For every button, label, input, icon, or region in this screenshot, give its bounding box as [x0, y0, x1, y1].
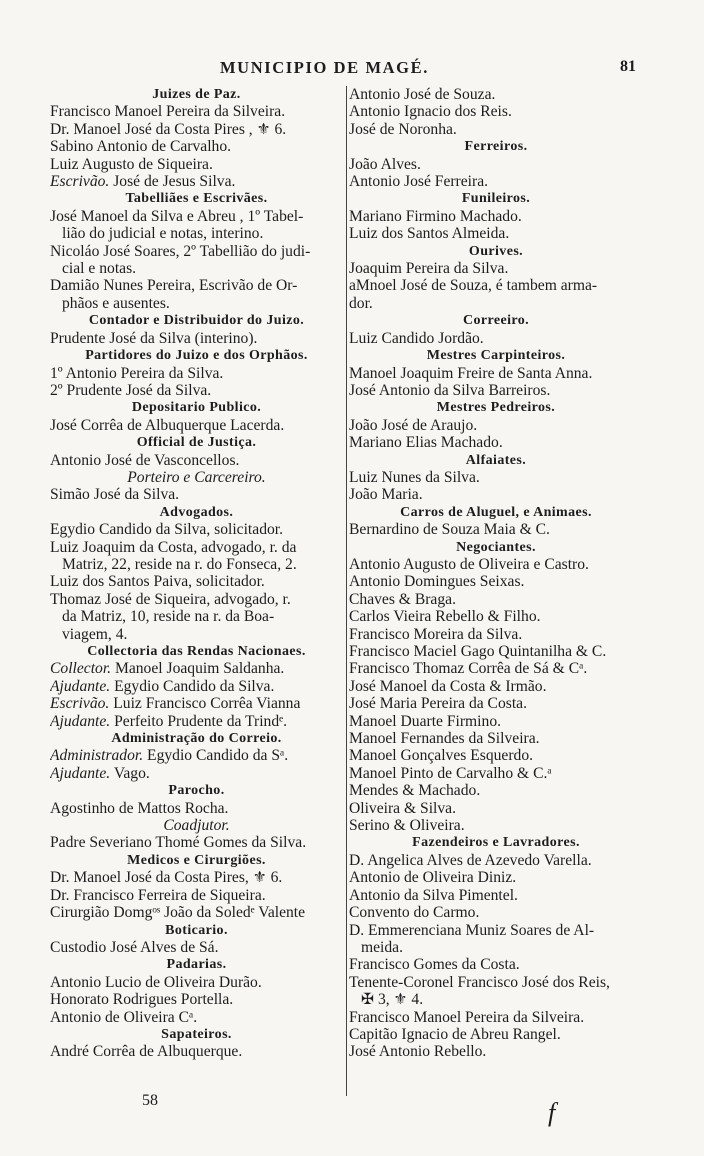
directory-entry: Mendes & Machado. — [349, 782, 481, 800]
section-heading: Ourives. — [468, 243, 524, 259]
section-heading: Carros de Aluguel, e Animaes. — [400, 504, 592, 520]
role-entry — [50, 678, 343, 695]
role-holder: Luiz Francisco Corrêa Vianna — [109, 695, 301, 713]
entry-continuation: Matriz, 22, reside na r. do Fonseca, 2. — [62, 555, 297, 573]
directory-entry: Agostinho de Mattos Rocha. — [50, 799, 229, 817]
directory-entry: João Alves. — [349, 155, 421, 173]
directory-entry: José Antonio Rebello. — [349, 1043, 487, 1061]
directory-entry: Egydio Candido da Silva, solicitador. — [50, 521, 284, 539]
directory-entry: Luiz Nunes da Silva. — [349, 468, 480, 486]
directory-entry: Oliveira & Silva. — [349, 799, 456, 817]
signature-mark: f — [548, 1098, 556, 1127]
directory-entry: Dr. Manoel José da Costa Pires, ⚜ 6. — [50, 869, 283, 887]
directory-entry: 2º Prudente José da Silva. — [50, 381, 212, 399]
section-heading: Collectoria das Rendas Nacionaes. — [87, 644, 306, 659]
role-entry — [50, 695, 343, 712]
section-heading: Padarias. — [166, 957, 227, 973]
directory-entry: Luiz dos Santos Paiva, solicitador. — [50, 573, 265, 591]
section-heading: Parocho. — [168, 783, 225, 799]
section-heading: Ferreiros. — [464, 139, 528, 155]
directory-entry: Antonio José Ferreira. — [349, 173, 489, 191]
directory-entry: Nicoláo José Soares, 2º Tabellião do judi- — [50, 242, 311, 260]
directory-entry: José Corrêa de Albuquerque Lacerda. — [50, 416, 285, 434]
role-holder: Egydio Candido da Silva. — [110, 677, 275, 695]
section-heading: Advogados. — [159, 504, 234, 520]
directory-entry: Francisco Gomes da Costa. — [349, 956, 520, 974]
role-holder: Manoel Joaquim Saldanha. — [111, 660, 285, 678]
directory-entry: Antonio de Oliveira Cᵃ. — [50, 1008, 198, 1026]
directory-entry: Cirurgião Domgᵒˢ João da Soledᵉ Valente — [50, 904, 306, 922]
directory-entry: Mariano Firmino Machado. — [349, 207, 522, 225]
directory-entry: Antonio da Silva Pimentel. — [349, 886, 518, 904]
directory-entry: Honorato Rodrigues Portella. — [50, 991, 234, 1009]
directory-entry: Carlos Vieira Rebello & Filho. — [349, 608, 541, 626]
directory-entry: Prudente José da Silva (interino). — [50, 329, 258, 347]
section-subheading: Coadjutor. — [163, 817, 230, 835]
role-holder: José de Jesus Silva. — [109, 173, 236, 191]
directory-entry: Thomaz José de Siqueira, advogado, r. — [50, 590, 291, 608]
section-heading: Boticario. — [165, 922, 228, 938]
directory-entry: D. Angelica Alves de Azevedo Varella. — [349, 851, 592, 869]
entry-continuation: lião do judicial e notas, interino. — [62, 225, 264, 243]
directory-entry: Luiz Candido Jordão. — [349, 329, 484, 347]
directory-entry: Joaquim Pereira da Silva. — [349, 260, 509, 278]
directory-entry: Francisco Thomaz Corrêa de Sá & Cᵃ. — [349, 660, 588, 678]
directory-entry: Francisco Moreira da Silva. — [349, 625, 523, 643]
page-number-bottom: 58 — [142, 1092, 158, 1109]
directory-entry: 1º Antonio Pereira da Silva. — [50, 364, 224, 382]
section-heading: Medicos e Cirurgiões. — [127, 852, 266, 868]
directory-entry: Francisco Manoel Pereira da Silveira. — [349, 1008, 585, 1026]
entry-continuation: ✠ 3, ⚜ 4. — [361, 991, 424, 1009]
directory-entry: Custodio José Alves de Sá. — [50, 938, 219, 956]
page-number-top: 81 — [620, 58, 636, 75]
directory-entry: Manoel Duarte Firmino. — [349, 712, 502, 730]
directory-entry: José Manoel da Silva e Abreu , 1º Tabel- — [50, 207, 304, 225]
entry-continuation: phãos e ausentes. — [62, 294, 170, 312]
entry-continuation: da Matriz, 10, reside na r. da Boa- — [62, 608, 275, 626]
directory-entry: Simão José da Silva. — [50, 486, 180, 504]
directory-entry: Dr. Francisco Ferreira de Siqueira. — [50, 886, 266, 904]
directory-entry: José de Noronha. — [349, 120, 457, 138]
section-heading: Contador e Distribuidor do Juizo. — [88, 313, 305, 329]
role-label: Escrivão. — [50, 173, 110, 191]
role-entry — [50, 660, 343, 677]
role-entry — [50, 173, 343, 190]
directory-entry: José Manoel da Costa & Irmão. — [349, 677, 547, 695]
directory-entry: Serino & Oliveira. — [349, 817, 465, 835]
section-heading: Mestres Pedreiros. — [436, 400, 556, 416]
directory-entry: Convento do Carmo. — [349, 904, 480, 922]
directory-entry: aMnoel José de Souza, é tambem arma- — [349, 277, 598, 295]
section-heading: Depositario Publico. — [131, 400, 262, 416]
directory-entry: Capitão Ignacio de Abreu Rangel. — [349, 1025, 561, 1043]
section-heading: Juizes de Paz. — [152, 87, 241, 102]
directory-entry: Manoel Joaquim Freire de Santa Anna. — [349, 364, 593, 382]
entry-continuation: cial e notas. — [62, 260, 137, 278]
directory-entry: Sabino Antonio de Carvalho. — [50, 138, 232, 156]
directory-entry: José Maria Pereira da Costa. — [349, 695, 527, 713]
right-column — [346, 86, 643, 1096]
directory-entry: Francisco Maciel Gago Quintanilha & C. — [349, 643, 607, 660]
directory-entry: João Maria. — [349, 486, 423, 504]
role-holder: Vago. — [110, 764, 150, 782]
directory-entry: André Corrêa de Albuquerque. — [50, 1043, 243, 1061]
directory-entry: Dr. Manoel José da Costa Pires , ⚜ 6. — [50, 120, 287, 138]
directory-entry: Manoel Pinto de Carvalho & C.ᵃ — [349, 764, 552, 782]
directory-entry: Antonio Augusto de Oliveira e Castro. — [349, 555, 589, 573]
directory-entry: Luiz Joaquim da Costa, advogado, r. da — [50, 538, 297, 556]
section-heading: Partidores do Juizo e dos Orphãos. — [85, 348, 308, 364]
directory-entry: José Antonio da Silva Barreiros. — [349, 381, 551, 399]
section-heading: Sapateiros. — [161, 1026, 232, 1042]
role-label: Collector. — [50, 660, 112, 678]
directory-entry: Manoel Fernandes da Silveira. — [349, 730, 540, 748]
role-label: Ajudante. — [50, 677, 111, 695]
section-subheading: Porteiro e Carcereiro. — [127, 468, 266, 486]
section-heading: Mestres Carpinteiros. — [426, 348, 566, 364]
left-column — [50, 86, 343, 1061]
directory-entry: Mariano Elias Machado. — [349, 434, 503, 452]
section-heading: Administração do Correio. — [111, 731, 282, 747]
entry-continuation: meida. — [361, 938, 403, 956]
directory-entry: Damião Nunes Pereira, Escrivão de Or- — [50, 277, 298, 295]
directory-entry: Manoel Gonçalves Esquerdo. — [349, 747, 534, 765]
role-label: Administrador. — [50, 747, 144, 765]
role-entry — [50, 765, 343, 782]
directory-entry: Antonio José de Vasconcellos. — [50, 451, 240, 469]
section-heading: Tabelliães e Escrivães. — [125, 191, 268, 207]
directory-entry: João José de Araujo. — [349, 416, 478, 434]
directory-entry: Chaves & Braga. — [349, 590, 456, 608]
directory-entry: Padre Severiano Thomé Gomes da Silva. — [50, 834, 307, 852]
role-label: Ajudante. — [50, 712, 111, 730]
directory-entry: Bernardino de Souza Maia & C. — [349, 521, 550, 539]
section-heading: Alfaiates. — [465, 452, 527, 468]
section-heading: Official de Justiça. — [136, 435, 257, 451]
directory-entry: Tenente-Coronel Francisco José dos Reis, — [349, 973, 610, 991]
directory-entry: Luiz Augusto de Siqueira. — [50, 155, 213, 173]
entry-continuation: viagem, 4. — [62, 625, 128, 643]
role-entry — [50, 747, 343, 764]
role-label: Escrivão. — [50, 695, 110, 713]
role-holder: Egydio Candido da Sᵃ. — [143, 747, 289, 765]
directory-entry: dor. — [349, 294, 373, 312]
directory-entry: Antonio Ignacio dos Reis. — [349, 103, 512, 121]
directory-entry: Antonio de Oliveira Diniz. — [349, 869, 517, 887]
role-entry — [50, 713, 343, 730]
section-heading: Negociantes. — [456, 539, 536, 555]
section-heading: Fazendeiros e Lavradores. — [412, 835, 580, 851]
section-heading: Funileiros. — [461, 191, 531, 207]
directory-entry: Antonio José de Souza. — [349, 86, 496, 103]
directory-entry: Antonio Domingues Seixas. — [349, 573, 525, 591]
directory-entry: Francisco Manoel Pereira da Silveira. — [50, 103, 286, 121]
directory-entry: Antonio Lucio de Oliveira Durão. — [50, 973, 262, 991]
directory-entry: Luiz dos Santos Almeida. — [349, 225, 510, 243]
section-heading: Correeiro. — [462, 313, 530, 329]
role-holder: Perfeito Prudente da Trindᵉ. — [110, 712, 288, 730]
page-title: MUNICIPIO DE MAGÉ. — [220, 58, 429, 77]
directory-entry: D. Emmerenciana Muniz Soares de Al- — [349, 921, 595, 939]
role-label: Ajudante. — [50, 764, 111, 782]
